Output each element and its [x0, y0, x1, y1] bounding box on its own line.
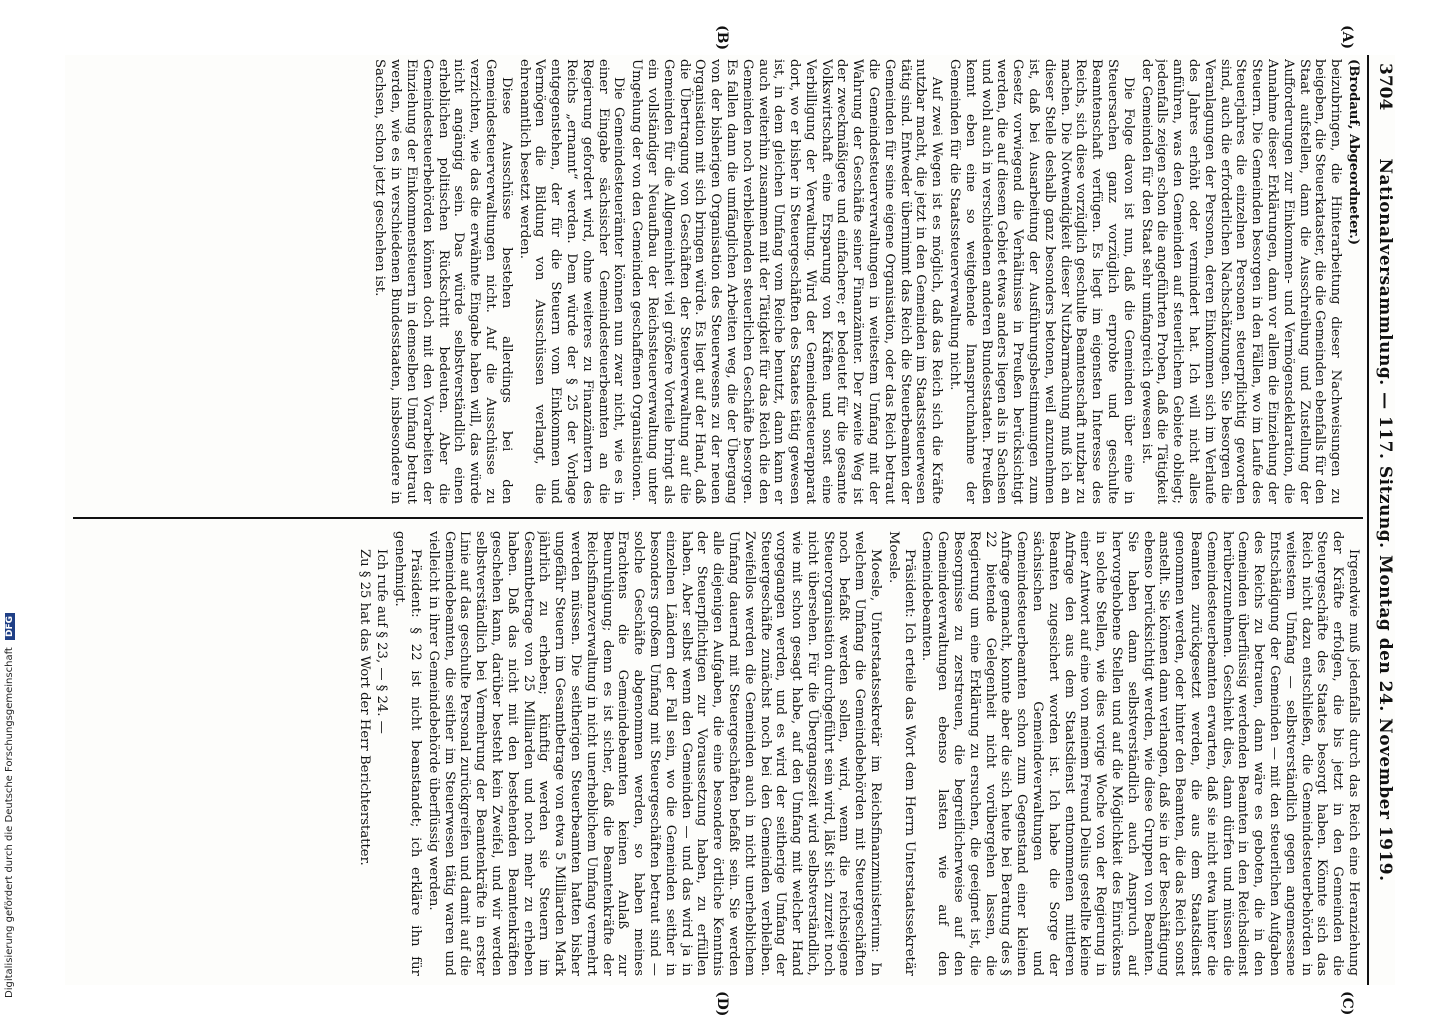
document-page	[65, 25, 1395, 1016]
margin-letter-c: (C)	[1339, 991, 1355, 1016]
right-column	[71, 531, 1361, 976]
credit-text: Digitalisierung gefördert durch die Deutsche Forschungsgemeinschaft	[4, 647, 15, 998]
column-divider	[73, 517, 1363, 519]
paragraph: Die Folge davon ist nun, daß die Gemeinden über eine in Steuersachen ganz vorzüglich erprobte und geschulte Beamtenschaft verfügen. Es liegt im eigensten Interesse des Reichs, sich diese vorzüglich geschulte Beamtenschaft nutzbar zu machen. Die Notwendigkeit dieser Nutzbarmachung muß ich an dieser Stelle deshalb ganz besonders betonen, weil anzunehmen ist, daß bei Ausarbeitung der Ausführungsbestimmungen zum Gesetz vorwiegend die Verhältnisse in Preußen berücksichtigt werden, die auf diesem Gebiet etwas anders liegen als in Sachsen und wohl auch in verschiedenen anderen Bundesstaaten. Preußen kennt eben eine so weitgehende Inanspruchnahme der Gemeinden für die Staatssteuerverwaltung nicht.	[947, 59, 1136, 504]
paragraph: Die Gemeindesteuerämter können nun zwar nicht, wie es in einer Eingabe sächsischer Gemeindesteuerbeamten an die Regierung gefordert wird, ohne weiteres zu Finanzämtern des Reichs „ernannt“ werden. Dem würde der § 25 der Vorlage entgegenstehen, der für die Steuern vom Einkommen und Vermögen die Bildung von Ausschüssen verlangt, die ehrenamtlich besetzt werden.	[516, 59, 627, 504]
page-number: 3704	[1375, 63, 1395, 111]
paragraph: Irgendwie muß jedenfalls durch das Reich eine Heranziehung der Kräfte erfolgen, die bis jetzt in den Gemeinden die Steuergeschäfte des Staates besorgt haben. Könnte sich das Reich nicht dazu entschließen, die Gemeindesteuerbehörden in weitestem Umfang — selbstverständlich gegen angemessene Entschädigung der Gemeinden — mit den steuerlichen Aufgaben des Reichs zu betrauen, dann wäre es geboten, die in den Gemeinden überflüssig werdenden Beamten in den Reichsdienst herüberzunehmen. Geschieht dies, dann dürfen und müssen die Gemeindesteuerbeamten erwarten, daß sie nicht etwa hinter die Beamten zurückgesetzt werden, die aus dem Staatsdienst genommen werden, oder hinter den Beamten, die das Reich sonst anstellt. Sie können dann verlangen, daß sie in der Beschäftigung ebenso berücksichtigt werden, wie diese Gruppen von Beamten. Sie haben dann selbstverständlich auch Anspruch auf hervorgehobene Stellen und auf die Möglichkeit des Einrückens in solche Stellen, wie dies vorige Woche von der Regierung in einer Antwort auf eine von meinem Freund Delius gestellte kleine Anfrage den aus dem Staatsdienst entnommenen mittleren Beamten zugesichert worden ist. Ich habe die Sorge der sächsischen Gemeindeverwaltungen und Gemeindesteuerbeamten schon zum Gegenstand einer kleinen Anfrage gemacht, konnte aber die sich heute bei Beratung des § 22 bietende Gelegenheit nicht vorübergehen lassen, die Regierung um eine Erklärung zu ersuchen, die geeignet ist, die Besorgnisse zu zerstreuen, die begreiflicherweise auf den Gemeindeverwaltungen ebenso lasten wie auf den Gemeindebeamten.	[919, 531, 1361, 976]
margin-letter-d: (D)	[714, 991, 730, 1016]
header-rule	[1367, 55, 1369, 985]
paragraph: Auf zwei Wegen ist es möglich, daß das Reich sich die Kräfte nutzbar macht, die jetzt in den Gemeinden im Staatssteuerwesen tätig sind. Entweder übernimmt das Reich die Steuerbeamten der Gemeinden für seine eigene Organisation, oder das Reich betraut die Gemeindesteuerverwaltungen in weitestem Umfang mit der Wahrung der Geschäfte seiner Finanzämter. Der zweite Weg ist der zweckmäßigere und einfachere; er bedeutet für die gesamte Volkswirtschaft eine Ersparung von Kräften und sonst eine Verbilligung der Verwaltung. Wird der Gemeindesteuerapparat dort, wo er bisher in Steuergeschäften des Staates tätig gewesen ist, in dem gleichen Umfang vom Reiche benutzt, dann kann er auch weiterhin zusammen mit der Tätigkeit für das Reich die den Gemeinden noch verbleibenden steuerlichen Geschäfte besorgen. Es fallen dann die umfänglichen Arbeiten weg, die der Übergang von der bisherigen Organisation des Steuerwesens zu der neuen Organisation mit sich bringen würde. Es liegt auf der Hand, daß die Übertragung von Geschäften der Steuerverwaltung auf die Gemeinden für die Allgemeinheit viel größere Vorteile bringt als ein vollständiger Neuaufbau der Reichssteuerverwaltung unter Umgehung der von den Gemeinden geschaffenen Organisationen.	[629, 59, 945, 504]
paragraph: Diese Ausschüsse bestehen allerdings bei den Gemeindesteuerverwaltungen nicht. Auf die Ausschüsse zu verzichten, wie das die erwähnte Eingabe haben will, das würde nicht angängig sein. Das würde selbstverständlich einen erheblichen politischen Rückschritt bedeuten. Aber die Gemeindesteuerbehörden können doch mit den Vorarbeiten der Einziehung der Einkommensteuern in demselben Umfang betraut werden, wie es in verschiedenen Bundesstaaten, insbesondere in Sachsen, schon jetzt geschehen ist.	[372, 59, 514, 504]
dfg-logo: DFG	[5, 613, 15, 640]
page-title: Nationalversammlung. — 117. Sitzung. Montag den 24. November 1919.	[1375, 158, 1395, 882]
speech-moesle: Moesle, Unterstaatssekretär im Reichsfinanzministerium: In welchem Umfang die Gemeindebehörden mit Steuergeschäften noch befaßt werden sollen, wird, wenn die reichseigene Steuerorganisation durchgeführt sein wird, läßt sich zurzeit noch nicht übersehen. Für die Übergangszeit wird selbstverständlich, wie mit schon gesagt habe, auf den Umfang mit welcher Hand vorgegangen werden, und es wird der seitherige Umfang der Steuergeschäfte zunächst noch bei den Gemeinden verbleiben. Zweifellos werden die Gemeinden auch in nicht unerheblichem Umfang dauernd mit Steuergeschäften befaßt sein. Sie werden alle diejenigen Aufgaben, die eine besondere örtliche Kenntnis der Steuerpflichtigen zur Voraussetzung haben, zu erfüllen haben. Aber selbst wenn den Gemeinden — und das wird ja in einzelnen Ländern der Fall sein, wo die Gemeinden seither in besonders großem Umfang mit Steuergeschäften betraut sind — solche Geschäfte abgenommen werden, so haben meines Erachtens die Gemeindebeamten keinen Anlaß zur Beunruhigung; denn es ist sicher, daß die Beamtenkräfte der Reichsfinanzverwaltung in nicht unerheblichem Umfang vermehrt werden müssen. Die seitherigen Steuerbeamten hatten bisher ungefähr Steuern im Gesamtbetrage von etwa 5 Milliarden Mark jährlich zu erheben; künftig werden sie Steuern im Gesamtbetrage von 25 Milliarden und noch mehr zu erheben haben. Daß das nicht mit den bestehenden Beamtenkräften geschehen kann, darüber besteht kein Zweifel, und wir werden selbstverständlich bei Vermehrung der Beamtenkräfte in erster Linie auf das geschulte Personal zurückgreifen und damit auf die Gemeindebeamten, die seither im Steuerwesen tätig waren und vielleicht in ihrer Gemeindebehörde überflüssig werden.	[425, 531, 884, 976]
digitization-credit	[4, 0, 18, 998]
margin-letter-b: (B)	[714, 25, 730, 51]
page-header	[1371, 55, 1395, 985]
president-statement: Präsident: Ich erteile das Wort dem Herrn Unterstaatssekretär Moesle.	[885, 531, 917, 976]
margin-letter-a: (A)	[1339, 25, 1355, 50]
paragraph: Zu § 25 hat das Wort der Herr Berichterstatter.	[356, 549, 372, 866]
paragraph: beizubringen, die Hinterarbeitung dieser Nachweisungen zu beigeben, die Steuerkataster, die die Gemeinden ebenfalls für den Staat aufstellen, dann die Ausschreibung und Zustellung der Aufforderungen zur Einkommen- und Vermögensdeklaration, die Annahme dieser Erklärungen, dann vor allem die Einziehung der Steuern. Die Gemeinden besorgen in den Fällen, wo im Laufe des Steuerjahres die einzelnen Personen steuerpflichtig geworden sind, auch die erforderlichen Nachschätzungen. Sie besorgen die Veranlagungen der Personen, deren Einkommen sich im Verlaufe des Jahres erhöht oder vermindert hat. Ich will nicht alles anführen, was den Gemeinden auf steuerlichem Gebiete obliegt; jedenfalls zeigen schon die angeführten Proben, daß die Tätigkeit der Gemeinden für den Staat sehr umfangreich gewesen ist.	[1138, 59, 1344, 504]
left-column	[71, 59, 1361, 504]
paragraph: Ich rufe auf § 23, — § 24. —	[374, 549, 390, 734]
president-statement: Präsident: § 22 ist nicht beanstandet; ich erkläre ihn für genehmigt.	[392, 531, 423, 976]
speaker-note: (Brodauf, Abgeordneter.)	[1346, 59, 1361, 246]
